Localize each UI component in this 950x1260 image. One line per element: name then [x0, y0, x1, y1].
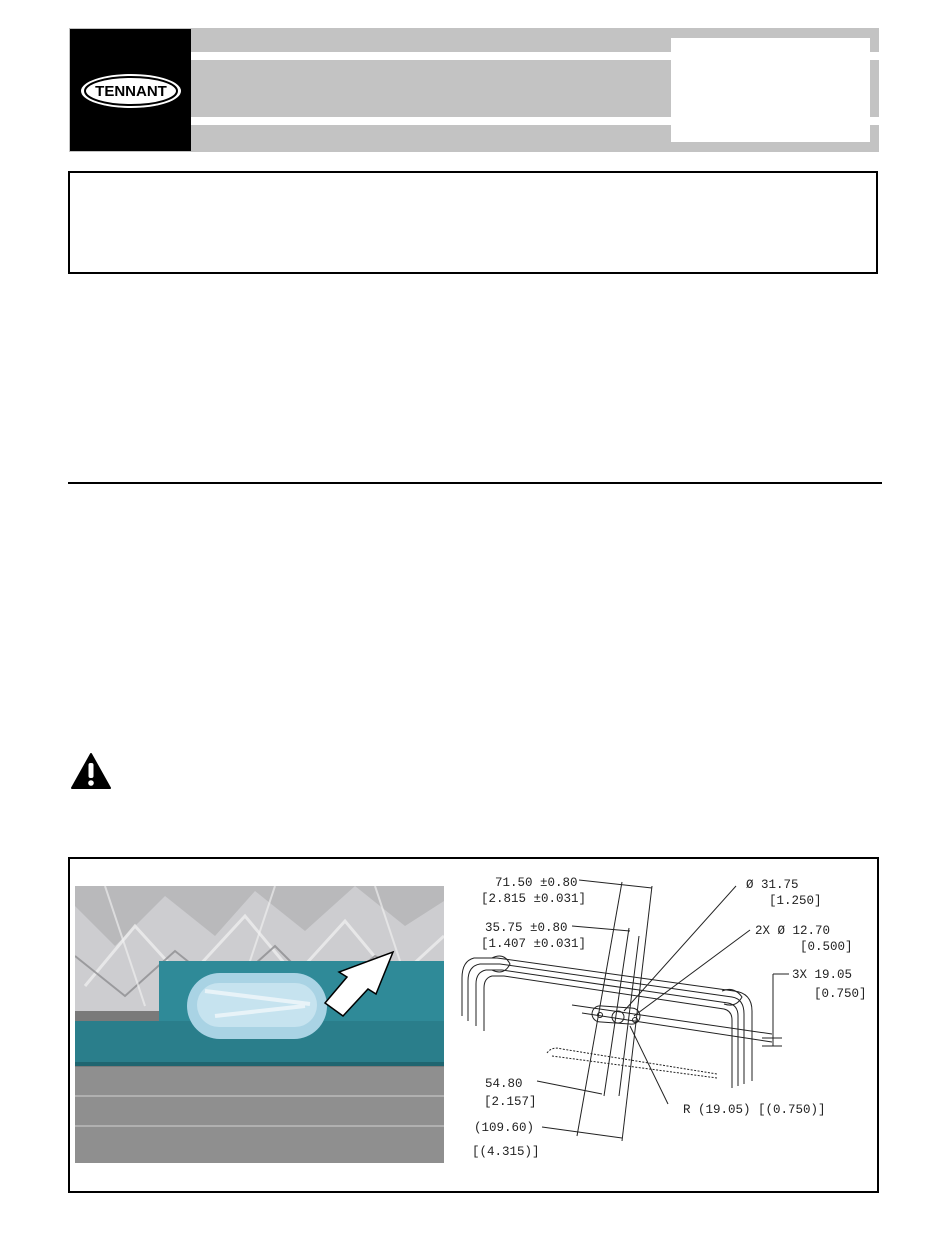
section-divider: [68, 482, 882, 484]
dim-label: [0.750]: [814, 987, 867, 1001]
dimension-labels: [472, 876, 867, 1159]
dim-label: R (19.05) [(0.750)]: [683, 1103, 826, 1117]
dim-label: 2X Ø 12.70: [755, 924, 831, 938]
dim-label: [0.500]: [800, 940, 853, 954]
bracket-dimension-drawing: [452, 866, 872, 1176]
header-stripe: [870, 117, 879, 125]
tennant-logo: [70, 29, 191, 151]
dim-label: [(4.315)]: [472, 1145, 540, 1159]
header-stripe: [191, 117, 671, 125]
warning-icon: [70, 752, 112, 790]
dim-label: [1.407 ±0.031]: [481, 937, 587, 951]
brand-name: TENNANT: [95, 83, 167, 100]
bulletin-title-box: [68, 171, 878, 274]
dim-label: 35.75 ±0.80: [485, 921, 568, 935]
header-stripe: [191, 52, 671, 60]
dim-label: Ø 31.75: [746, 878, 799, 892]
tennant-logo-mark: [78, 71, 184, 111]
dim-label: 3X 19.05: [792, 968, 853, 982]
dim-label: (109.60): [474, 1121, 535, 1135]
dim-label: 54.80: [485, 1077, 523, 1091]
dim-label: [1.250]: [769, 894, 822, 908]
header-info-box: [671, 38, 870, 142]
dim-label: [2.157]: [484, 1095, 537, 1109]
dim-label: 71.50 ±0.80: [495, 876, 578, 890]
header-stripe: [870, 52, 879, 60]
bracket-slot-photo: [75, 886, 444, 1163]
dim-label: [2.815 ±0.031]: [481, 892, 587, 906]
